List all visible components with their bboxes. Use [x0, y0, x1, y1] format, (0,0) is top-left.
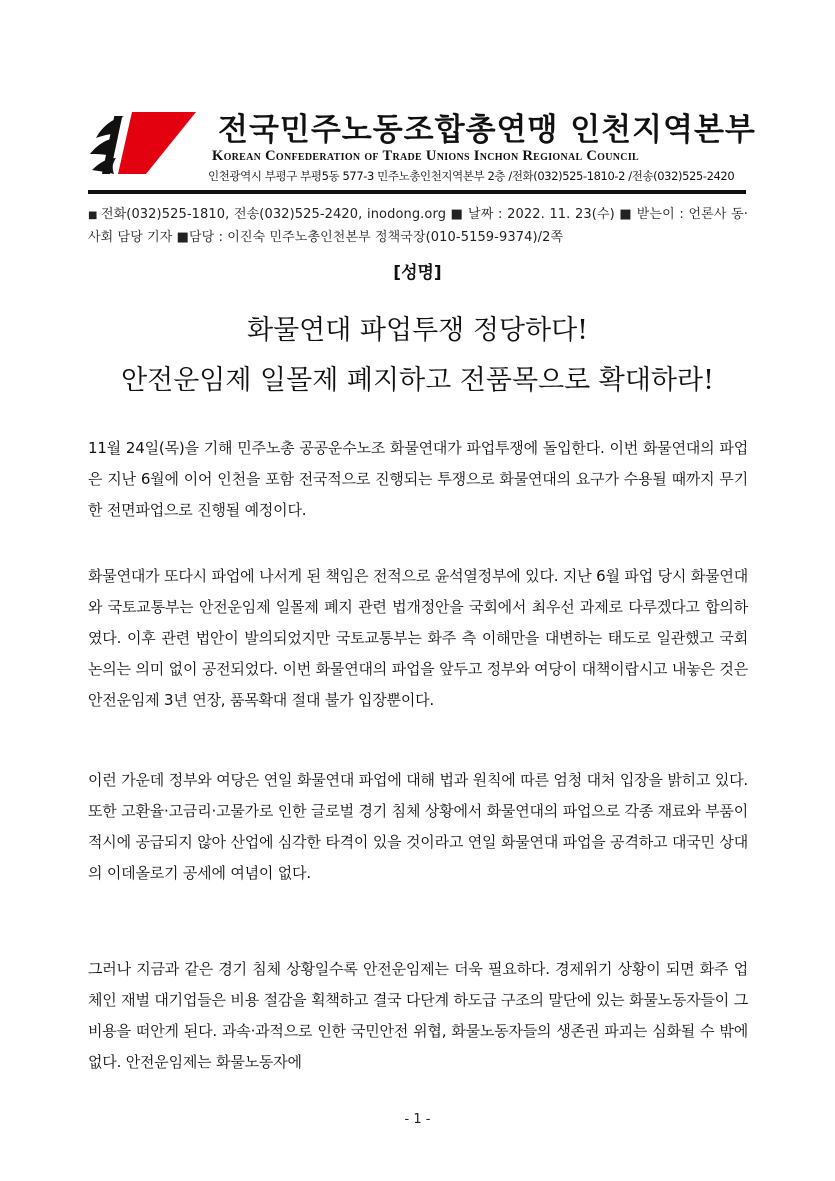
headline-line-1: 화물연대 파업투쟁 정당하다! [247, 315, 588, 346]
meta-line: 전화(032)525-1810, 전송(032)525-2420, inodong.org ■ 날짜 : 2022. 11. 23(수) ■ 받는이 : 언론사 동·사회 담당 기자 ■담당 : 이진숙 민주노총인천본부 정책국장(010-5159-9374)/2쪽 [88, 207, 748, 245]
body-paragraph: 11월 24일(목)을 기해 민주노총 공공운수노조 화물연대가 파업투쟁에 돌입한다. 이번 화물연대의 파업은 지난 6월에 이어 인천을 포함 전국적으로 진행되는 투쟁으로 화물연대의 요구가 수용될 때까지 무기한 전면파업으로 진행될 예정이다. [88, 439, 748, 519]
org-name-en: Korean Confederation of Trade Unions Inchon Regional Council [212, 148, 639, 164]
headline-line-2: 안전운임제 일몰제 폐지하고 전품목으로 확대하라! [121, 365, 714, 396]
letterhead [88, 100, 756, 192]
org-address: 인천광역시 부평구 부평5동 577-3 민주노총인천지역본부 2층 /전화(032)525-1810-2 /전송(032)525-2420 [208, 169, 735, 183]
body-paragraph: 이런 가운데 정부와 여당은 연일 화물연대 파업에 대해 법과 원칙에 따른 엄청 대처 입장을 밝히고 있다. 또한 고환율·고금리·고물가로 인한 글로벌 경기 침체 상황에서 화물연대의 파업으로 각종 재료와 부품이 적시에 공급되지 않아 산업에 심각한 타격이 있을 것이라고 연일 화물연대 파업을 공격하고 대국민 상대의 이데올로기 공세에 여념이 없다. [88, 771, 748, 882]
kctu-logo [88, 108, 198, 178]
header-rule [88, 190, 746, 194]
meta-info [88, 204, 748, 249]
body-paragraph: 화물연대가 또다시 파업에 나서게 된 책임은 전적으로 윤석열정부에 있다. 지난 6월 파업 당시 화물연대와 국토교통부는 안전운임제 일몰제 폐지 관련 법개정안을 국회에서 최우선 과제로 다루겠다고 합의하였다. 이후 관련 법안이 발의되었지만 국토교통부는 화주 측 이해만을 대변하는 태도로 일관했고 국회 논의는 의미 없이 공전되었다. 이번 화물연대의 파업을 앞두고 정부와 여당이 대책이랍시고 내놓은 것은 안전운임제 3년 연장, 품목확대 절대 불가 입장뿐이다. [88, 567, 748, 709]
doc-type-label: [성명] [393, 263, 442, 283]
body-paragraph: 그러나 지금과 같은 경기 침체 상황일수록 안전운임제는 더욱 필요하다. 경제위기 상황이 되면 화주 업체인 재벌 대기업들은 비용 절감을 획책하고 결국 다단계 하도급 구조의 말단에 있는 화물노동자들이 그 비용을 떠안게 된다. 과속·과적으로 인한 국민안전 위협, 화물노동자들의 생존권 파괴는 심화될 수 밖에 없다. 안전운임제는 화물노동자에 [88, 960, 748, 1071]
bullet-square-icon: ■ [88, 210, 98, 221]
page-number: - 1 - [404, 1112, 431, 1127]
org-name-ko: 전국민주노동조합총연맹 인천지역본부 [218, 112, 756, 148]
